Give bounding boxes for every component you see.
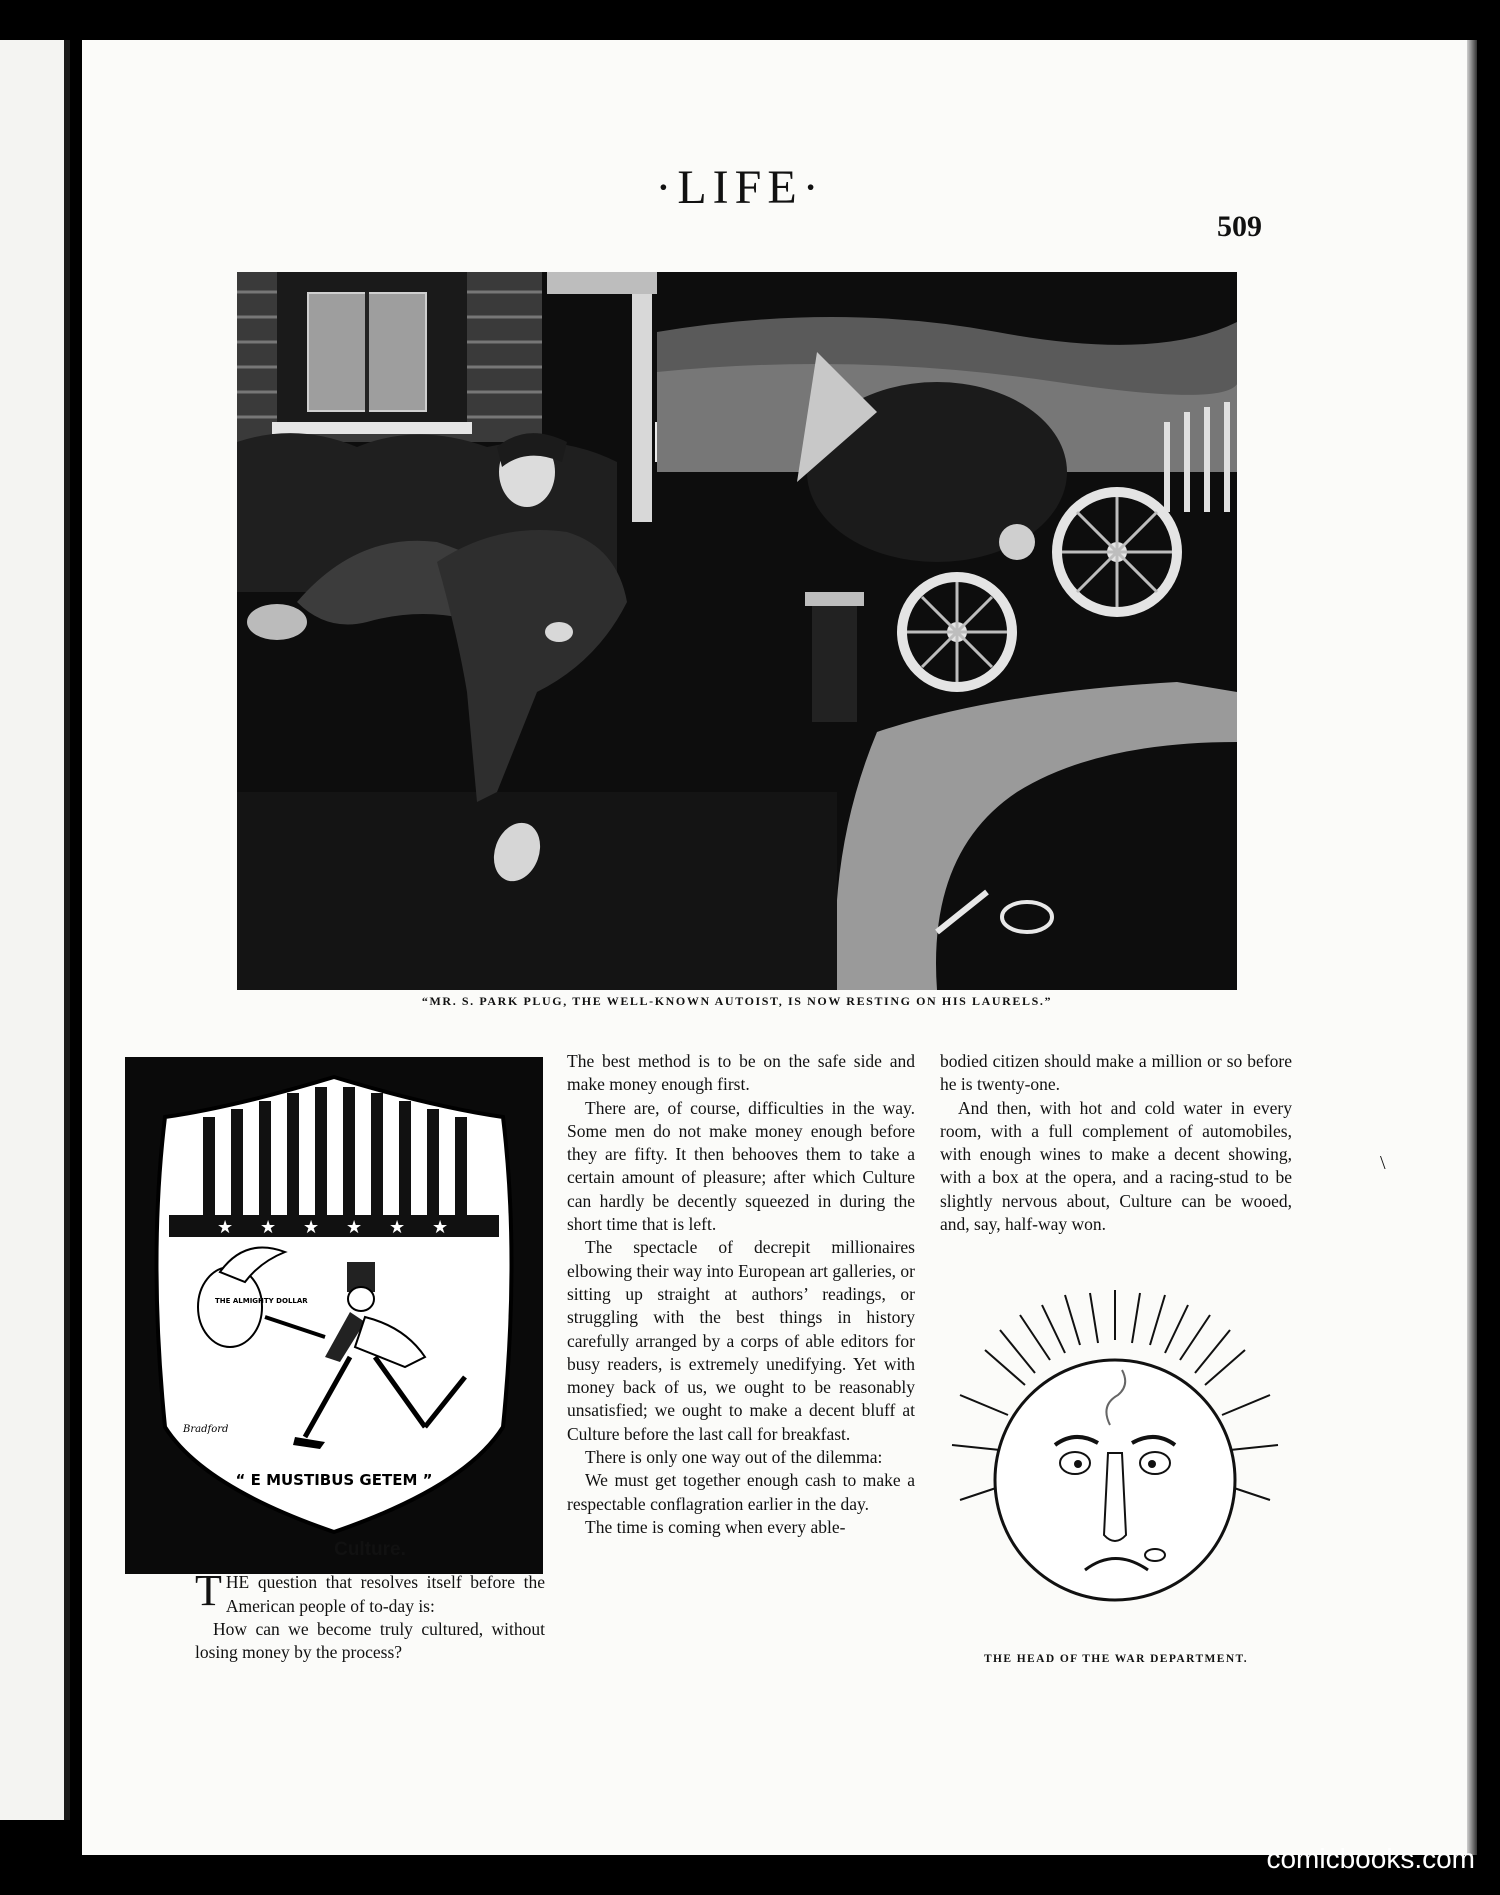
top-illustration xyxy=(237,272,1237,990)
magazine-title: ·LIFE· xyxy=(655,161,825,214)
drop-cap: T xyxy=(195,1566,222,1616)
article-heading: Culture. xyxy=(334,1539,406,1560)
article-column-3 xyxy=(940,1050,1292,1236)
article-paragraph: And then, with hot and cold water in every room, with a full complement of automobiles, with enough wines to make a decent showing, with a box at the opera, and a racing-stud to be slightly nervous about, Culture can be wooed, and, say, half-way won. xyxy=(940,1097,1292,1235)
svg-text:★: ★ xyxy=(217,1217,234,1238)
article-paragraph: bodied citizen should make a million or so before he is twenty-one. xyxy=(940,1051,1292,1095)
article-paragraph: The best method is to be on the safe side and make money enough first. xyxy=(567,1051,915,1095)
svg-text:★: ★ xyxy=(432,1217,449,1238)
margin-mark: \ xyxy=(1380,1152,1386,1174)
war-department-head-cartoon xyxy=(950,1285,1280,1645)
adjacent-page-edge xyxy=(0,40,70,1820)
shield-cartoon xyxy=(125,1057,543,1574)
article-paragraph: The time is coming when every able- xyxy=(585,1516,846,1537)
article-paragraph: We must get together enough cash to make a respectable conflagration earlier in the day. xyxy=(567,1470,915,1514)
article-paragraph xyxy=(195,1566,545,1618)
svg-text:★: ★ xyxy=(389,1217,406,1238)
svg-text:★: ★ xyxy=(303,1217,320,1238)
svg-text:★: ★ xyxy=(346,1217,363,1238)
artist-signature: Bradford xyxy=(183,1424,229,1435)
article-paragraph: How can we become truly cultured, without losing money by the process? xyxy=(195,1618,545,1663)
article-paragraph: The spectacle of decrepit millionaires elbowing their way into European art galleries, or sitting up straight at authors’ readings, or struggling with the best things in history carefully arranged by a corps of able editors for busy readers, is extremely unedifying. Yet with money back of us, we ought to be reasonably unsatisfied; we ought to make a decent bluff at Culture before the last call for breakfast. xyxy=(567,1237,915,1444)
article-paragraph: There is only one way out of the dilemma: xyxy=(585,1447,883,1468)
page-number: 509 xyxy=(1217,210,1262,243)
article-paragraph: There are, of course, difficulties in the way. Some men do not make money enough before they are fifty. It then behooves them to take a certain amount of pleasure; after which Culture can hardly be decently squeezed in during the short time that is left. xyxy=(567,1097,915,1235)
top-illustration-caption: “MR. S. PARK PLUG, THE WELL-KNOWN AUTOIST, IS NOW RESTING ON HIS LAURELS.” xyxy=(421,994,1053,1008)
shield-motto: “ E MUSTIBUS GETEM ” xyxy=(235,1471,433,1489)
watermark: comicbooks.com xyxy=(1266,1843,1475,1874)
svg-text:★: ★ xyxy=(260,1217,277,1238)
head-cartoon-caption: THE HEAD OF THE WAR DEPARTMENT. xyxy=(983,1653,1249,1665)
paragraph-text: HE question that resolves itself before the American people of to-day is: xyxy=(225,1572,545,1616)
article-column-1 xyxy=(195,1538,545,1664)
article-column-2 xyxy=(567,1050,915,1539)
bag-label: THE ALMIGHTY DOLLAR xyxy=(215,1297,308,1305)
